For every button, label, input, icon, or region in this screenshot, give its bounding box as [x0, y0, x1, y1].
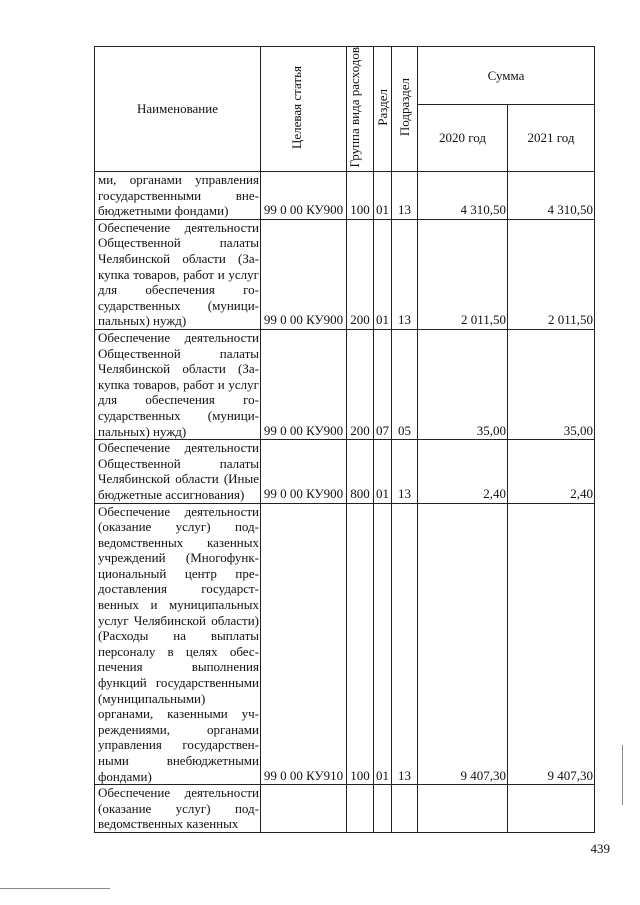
- row-section: 01: [374, 503, 392, 785]
- row-target-article: 99 0 00 КУ900: [261, 440, 347, 503]
- header-section: Раздел: [374, 47, 392, 172]
- table-row: [95, 440, 595, 503]
- row-target-article: 99 0 00 КУ910: [261, 503, 347, 785]
- row-amount-2021: 2 011,50: [508, 219, 595, 329]
- table-row: [95, 329, 595, 439]
- row-section: 01: [374, 440, 392, 503]
- row-expense-group: 800: [347, 440, 374, 503]
- row-name: Обеспечение деятельности Общественной палаты Челябинской области (Закупка товаров, работ и услуг для обеспечения государственных (муниципальных) нужд): [95, 329, 261, 439]
- header-sum: Сумма: [418, 47, 595, 105]
- row-amount-2020: [418, 785, 508, 833]
- row-name: Обеспечение деятельности Общественной палаты Челябинской области (Закупка товаров, работ и услуг для обеспечения государственных (муниципальных) нужд): [95, 219, 261, 329]
- row-subsection: [392, 785, 418, 833]
- row-amount-2020: 35,00: [418, 329, 508, 439]
- row-amount-2020: 4 310,50: [418, 172, 508, 220]
- row-target-article: [261, 785, 347, 833]
- row-section: 07: [374, 329, 392, 439]
- scan-edge-line: [622, 745, 623, 805]
- table-row: [95, 172, 595, 220]
- table-row: [95, 503, 595, 785]
- row-section: 01: [374, 219, 392, 329]
- header-expense-group: Группа вида расходов: [347, 47, 374, 172]
- row-target-article: 99 0 00 КУ900: [261, 329, 347, 439]
- row-section: [374, 785, 392, 833]
- row-amount-2020: 9 407,30: [418, 503, 508, 785]
- row-name: Обеспечение деятельности Общественной палаты Челябинской области (Иные бюджетные ассигнования): [95, 440, 261, 503]
- row-amount-2021: 2,40: [508, 440, 595, 503]
- header-subsection: Подраздел: [392, 47, 418, 172]
- row-amount-2021: [508, 785, 595, 833]
- page-number: 439: [590, 841, 610, 856]
- row-amount-2020: 2,40: [418, 440, 508, 503]
- budget-table: [94, 46, 595, 833]
- row-expense-group: 100: [347, 172, 374, 220]
- row-subsection: 05: [392, 329, 418, 439]
- row-subsection: 13: [392, 503, 418, 785]
- row-expense-group: 100: [347, 503, 374, 785]
- table-row: [95, 785, 595, 833]
- table-row: [95, 219, 595, 329]
- row-amount-2020: 2 011,50: [418, 219, 508, 329]
- header-target-article: Целевая статья: [261, 47, 347, 172]
- row-target-article: 99 0 00 КУ900: [261, 219, 347, 329]
- row-amount-2021: 35,00: [508, 329, 595, 439]
- row-subsection: 13: [392, 219, 418, 329]
- header-name: Наименование: [95, 47, 261, 172]
- row-amount-2021: 9 407,30: [508, 503, 595, 785]
- header-year-2021: 2021 год: [508, 105, 595, 172]
- row-expense-group: 200: [347, 219, 374, 329]
- row-name: Обеспечение деятельности (оказание услуг) подведомственных казенных учреждений (Многофункциональный центр предоставления государственных и муниципальных услуг Челябинской области) (Расходы на выплаты персоналу в целях обеспечения выполнения функций государственными (муниципальными) органами, казенными учреждениями, органами управления государственными внебюджетными фондами): [95, 503, 261, 785]
- scan-edge-line: [0, 888, 110, 889]
- header-year-2020: 2020 год: [418, 105, 508, 172]
- row-name: ми, органами управления государственными внебюджетными фондами): [95, 172, 261, 220]
- row-expense-group: [347, 785, 374, 833]
- row-target-article: 99 0 00 КУ900: [261, 172, 347, 220]
- row-subsection: 13: [392, 440, 418, 503]
- row-subsection: 13: [392, 172, 418, 220]
- row-expense-group: 200: [347, 329, 374, 439]
- row-name: Обеспечение деятельности (оказание услуг) подведомственных казенных: [95, 785, 261, 833]
- row-section: 01: [374, 172, 392, 220]
- row-amount-2021: 4 310,50: [508, 172, 595, 220]
